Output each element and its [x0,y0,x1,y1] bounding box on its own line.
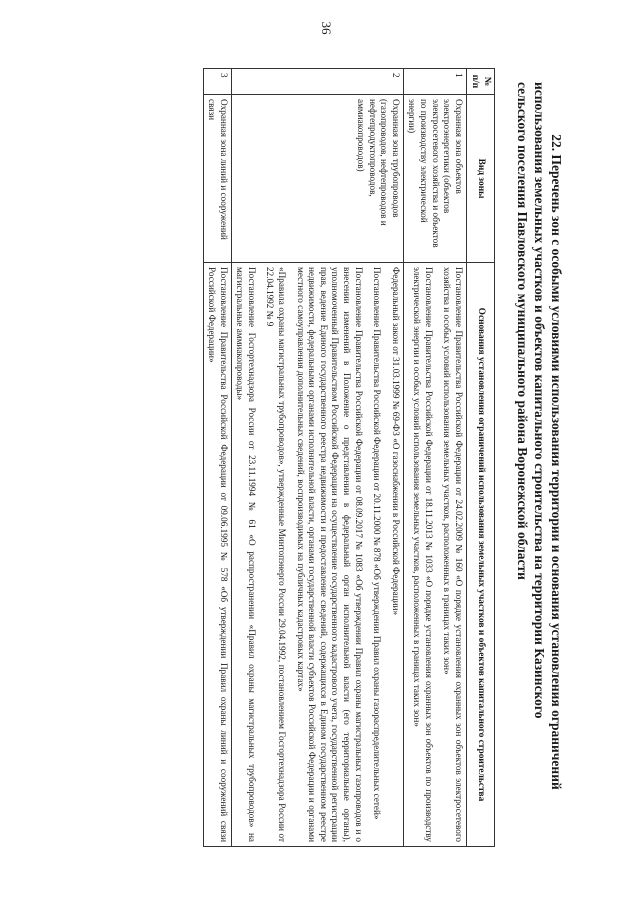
basis-paragraph: «Правила охраны магистральных трубопроводов», утвержденные Минтопэнерго России 29.04.1992, постановлением Госгортехнадзора России от 22.04.1992 № 9 [265,267,288,842]
basis-paragraph: Постановление Правительства Российской Федерации от 09.06.1995 № 578 «Об утверждении Правил охраны линий и сооружений связи Российской Федерации» [207,267,229,842]
title-line-2: использования земельных участков и объектов капитального строительства на территории Казинского [532,82,547,719]
row-number: 1 [403,69,466,95]
header-basis: Основания установления ограничений использования земельных участков и объектов капитального строительства [466,263,494,847]
title-line-1: 22. Перечень зон с особыми условиями использования территории и основания установления ограничений [549,134,564,790]
basis-paragraph: Постановление Правительства Российской Федерации от 20.11.2000 № 878 «Об утверждении Правил охраны газораспределительных сетей» [372,267,383,820]
basis-paragraph: Постановление Госгортехнадзора России от 23.11.1994 № 61 «О распространении «Правил охраны магистральных трубопроводов» на магистральные аммиакопроводы» [235,267,257,842]
title-line-3: сельского поселения Павловского муниципального района Воронежской области [515,82,530,580]
basis-paragraph: Постановление Правительства Российской Федерации от 18.11.2013 № 1033 «О порядке установления охранных зон объектов по производству электрической энергии и особых условий использования земельных участков, расположенных в границах таких зон» [412,267,434,842]
header-zone-type: Вид зоны [466,95,494,263]
table-row [403,69,466,847]
table-header-row [466,69,494,847]
basis-paragraph: Постановление Правительства Российской Федерации от 08.09.2017 № 1083 «Об утверждении Правил охраны магистральных газопроводов и о внесении изменений в Положение о представлении в федеральный орган исполнительной власти (его территориальные органы), уполномоченный Правительством Российской Федерации на осуществление государственного кадастрового учета, государственной регистрации прав, ведение Единого государственного реестра недвижимости и предоставление сведений, содержащихся в Едином государственном реестре недвижимости, федеральными органами исполнительной власти, органами государственной власти субъектов Российской Федерации и органами местного самоуправления дополнительных сведений, воспроизводимых на публичных кадастровых картах» [295,267,364,842]
table-row [203,69,231,847]
basis-paragraph: Федеральный закон от 31.03.1999 № 69-ФЗ «О газоснабжении в Российской Федерации» [390,267,401,616]
document-page [45,62,565,852]
row-basis [231,263,403,847]
row-basis [203,263,231,847]
table-row [231,69,403,847]
row-basis [403,263,466,847]
page-number: 36 [319,21,334,35]
row-zone-type: Охранная зона линий и сооружений связи [203,95,231,263]
restrictions-table [203,68,495,847]
document-title [514,82,565,842]
header-number: № п/п [466,69,494,95]
row-zone-type: Охранная зона объектов электроэнергетики (объектов электросетевого хозяйства и объектов по производству электрической энергии) [403,95,466,263]
row-number: 2 [231,69,403,95]
basis-paragraph: Постановление Правительства Российской Федерации от 24.02.2009 № 160 «О порядке установления охранных зон объектов электросетевого хозяйства и особых условий использования земельных участков, расположенных в границах таких зон» [442,267,464,842]
row-zone-type: Охранная зона трубопроводов (газопроводов, нефтепроводов и нефтепродуктопроводов, аммиакопроводов) [231,95,403,263]
row-number: 3 [203,69,231,95]
